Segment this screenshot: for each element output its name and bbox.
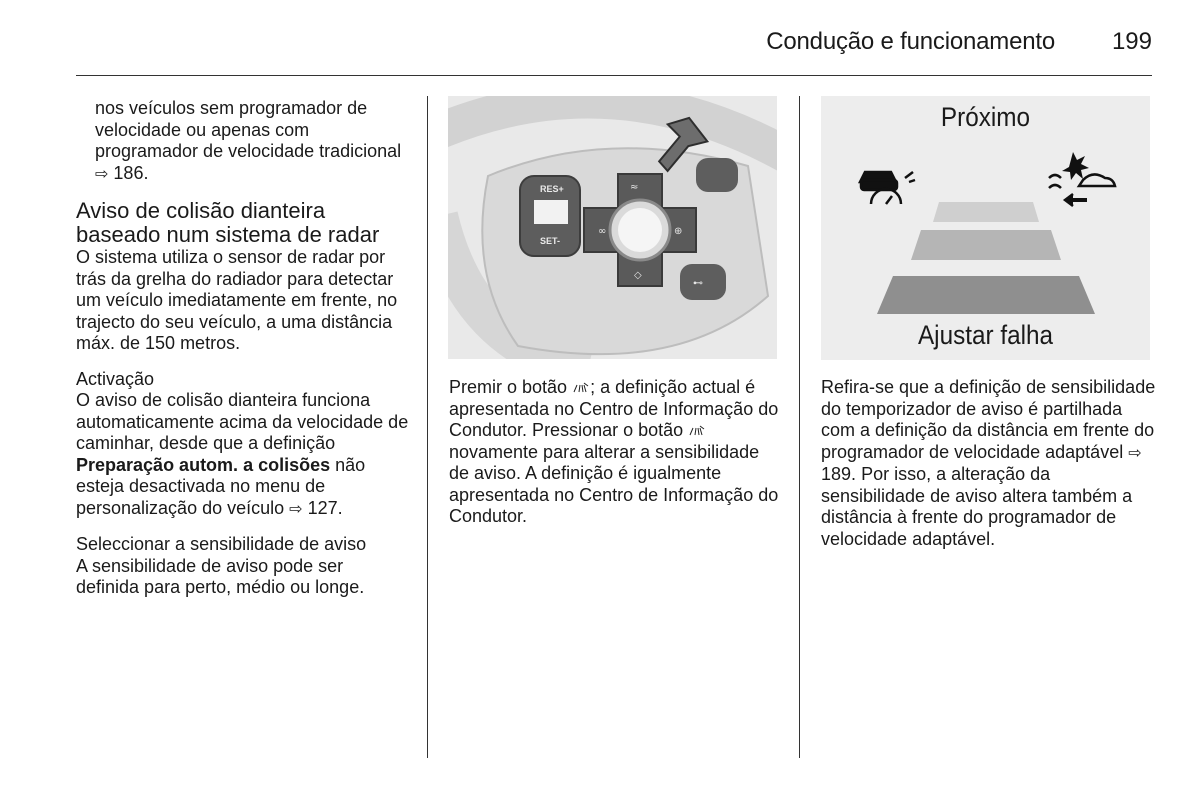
display-title: Próximo: [940, 102, 1031, 132]
body2-page-ref: 127.: [307, 497, 343, 518]
intro-page-ref: 186.: [113, 162, 149, 183]
body-paragraph-2: [76, 390, 411, 520]
header-rule: [76, 75, 1152, 76]
running-header-title: Condução e funcionamento: [766, 28, 1055, 55]
intro-paragraph: [76, 98, 411, 185]
page-number: 199: [1111, 28, 1152, 55]
col2-text-b: ; a definição actual é apresentada no Centro de Informação do Condutor. Pressionar o botão: [449, 377, 779, 440]
collision-warning-icon: [1049, 152, 1115, 206]
steering-wheel-controls-figure: [448, 96, 777, 359]
body2-setting-name: Preparação autom. a colisões: [76, 454, 331, 475]
svg-text:⊷: ⊷: [693, 278, 703, 289]
svg-text:≈: ≈: [630, 182, 639, 193]
forward-collision-alert-icon: [688, 424, 706, 438]
set-label: SET-: [540, 236, 561, 246]
forward-collision-alert-icon: [572, 381, 590, 395]
driver-information-display-figure: [821, 96, 1150, 360]
col2-text-a: Premir o botão: [449, 377, 568, 397]
sensitivity-bar-far: [933, 202, 1039, 222]
page-ref-arrow-icon: ⇨: [1128, 444, 1142, 462]
column-2-text: [449, 377, 779, 528]
sensitivity-bar-medium: [911, 230, 1061, 260]
column-1: [76, 98, 411, 599]
column-3-text: [821, 377, 1156, 550]
body2-text-a: O aviso de colisão dianteira funciona automaticamente acima da velocidade de caminhar, desde que a definição: [76, 390, 409, 453]
subheading-sensitivity: Seleccionar a sensibilidade de aviso: [76, 534, 367, 554]
col3-page-ref: 189.: [821, 464, 857, 484]
column-divider-2: [799, 96, 800, 758]
body2-text-b: não esteja desactivada no menu de personalização do veículo: [76, 454, 366, 518]
col3-text-b: Por isso, a alteração da sensibilidade de aviso altera também a distância à frente do programador de velocidade adaptável.: [821, 464, 1133, 549]
svg-text:∞: ∞: [598, 226, 607, 237]
intro-text: nos veículos sem programador de velocidade ou apenas com programador de velocidade tradicional: [95, 98, 402, 161]
subheading-activation: Activação: [76, 368, 155, 389]
res-label: RES+: [540, 184, 564, 194]
sensitivity-bar-near: [877, 276, 1095, 314]
page-ref-arrow-icon: ⇨: [289, 500, 303, 518]
display-footer: Ajustar falha: [917, 320, 1054, 350]
page-ref-arrow-icon: ⇨: [95, 165, 109, 183]
body-paragraph-3: A sensibilidade de aviso pode ser definida para perto, médio ou longe.: [76, 555, 365, 597]
svg-text:◇: ◇: [634, 270, 642, 281]
col2-paragraph: [449, 377, 779, 528]
column-divider-1: [427, 96, 428, 758]
svg-text:⊕: ⊕: [674, 226, 683, 237]
col3-paragraph: [821, 377, 1156, 550]
body-paragraph-1: O sistema utiliza o sensor de radar por trás da grelha do radiador para detectar um veículo imediatamente em frente, no trajecto do seu veículo, a uma distância máx. de 150 metros.: [76, 247, 398, 353]
vehicle-ahead-alert-icon: [860, 172, 915, 204]
col3-text-a: Refira-se que a definição de sensibilidade do temporizador de aviso é partilhada com a definição da distância em frente do programador de velocidade adaptável: [821, 377, 1156, 462]
col2-text-c: novamente para alterar a sensibilidade de aviso. A definição é igualmente apresentada no Centro de Informação do Condutor.: [449, 441, 779, 526]
section-heading: Aviso de colisão dianteira baseado num sistema de radar: [76, 198, 380, 247]
